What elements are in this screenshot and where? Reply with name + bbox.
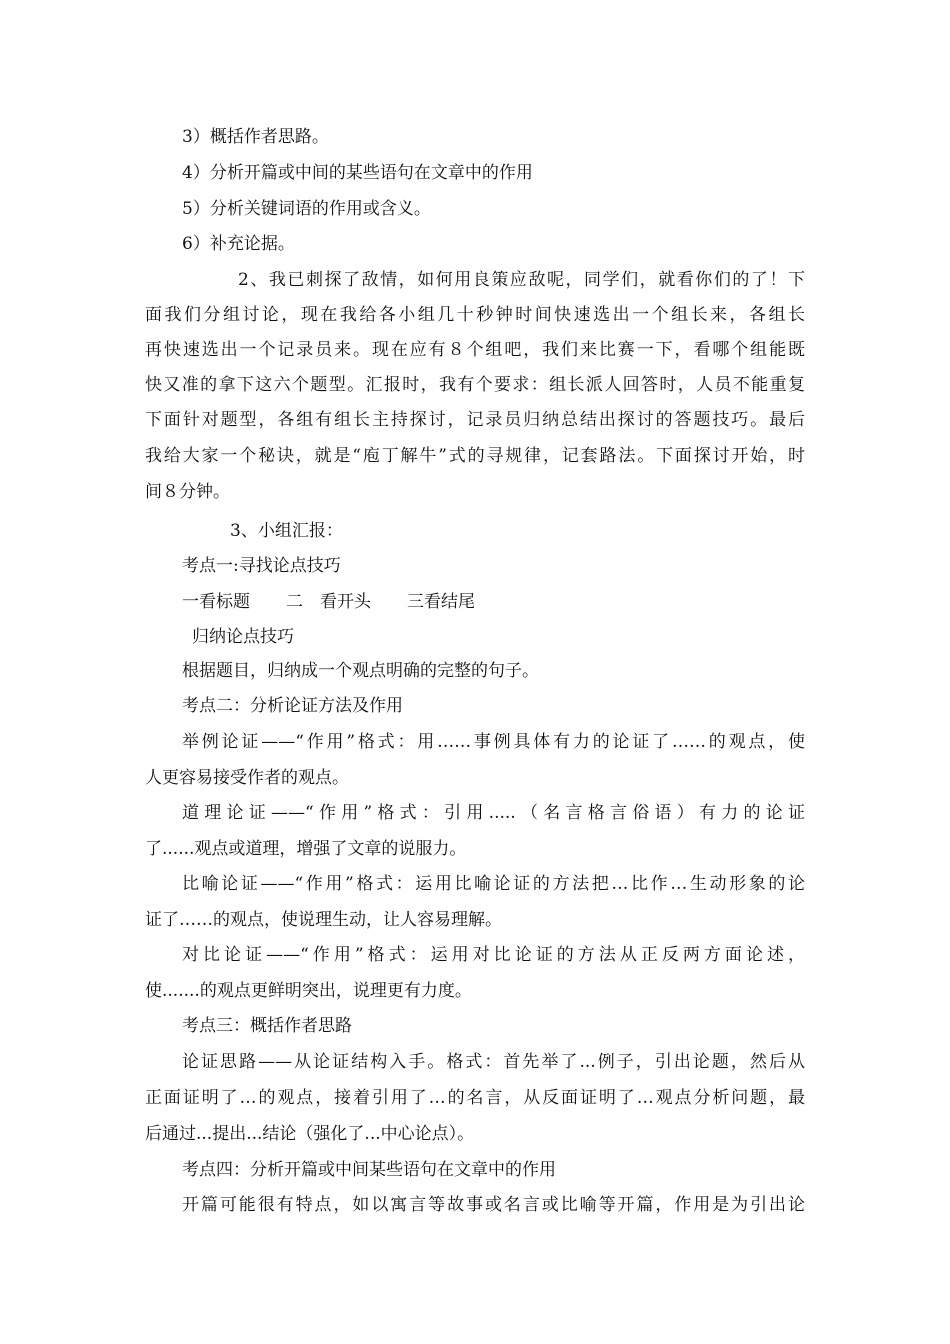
kp3-line: 正面证明了…的观点，接着引用了…的名言，从反面证明了…观点分析问题，最 xyxy=(145,1088,805,1108)
kp3-line: 论证思路——从论证结构入手。格式：首先举了...例子，引出论题，然后从 xyxy=(182,1052,805,1072)
kp2-heading: 考点二：分析论证方法及作用 xyxy=(182,696,403,716)
paragraph-2-line: 间８分钟。 xyxy=(145,482,230,502)
kp1-subheading: 归纳论点技巧 xyxy=(192,627,294,647)
kp2-example-line: 使.......的观点更鲜明突出，说理更有力度。 xyxy=(145,981,472,1001)
kp3-heading: 考点三：概括作者思路 xyxy=(182,1016,352,1036)
kp1-tip-end: 三看结尾 xyxy=(407,592,475,612)
section-heading: 3、小组汇报： xyxy=(230,521,343,541)
list-item-6: 6）补充论据。 xyxy=(182,234,295,254)
paragraph-2-line: 再快速选出一个记录员来。现在应有８个组吧，我们来比赛一下，看哪个组能既 xyxy=(145,340,805,360)
list-item-3: 3）概括作者思路。 xyxy=(182,127,329,147)
kp4-heading: 考点四：分析开篇或中间某些语句在文章中的作用 xyxy=(182,1160,556,1180)
kp2-example-line: 证了……的观点，使说理生动，让人容易理解。 xyxy=(145,910,502,930)
list-item-4: 4）分析开篇或中间的某些语句在文章中的作用 xyxy=(182,163,533,183)
paragraph-2-line: 面我们分组讨论，现在我给各小组几十秒钟时间快速选出一个组长来，各组长 xyxy=(145,305,805,325)
kp2-example-line: 人更容易接受作者的观点。 xyxy=(145,768,349,788)
kp1-tip-title: 一看标题 xyxy=(182,592,250,612)
kp2-example-line: 举例论证——“作用”格式：用……事例具体有力的论证了……的观点，使 xyxy=(182,732,805,752)
kp2-example-line: 对比论证——“作用”格式：运用对比论证的方法从正反两方面论述， xyxy=(182,945,805,965)
kp2-example-line: 了......观点或道理，增强了文章的说服力。 xyxy=(145,839,467,859)
paragraph-2-line: 我给大家一个秘诀，就是“庖丁解牛”式的寻规律，记套路法。下面探讨开始，时 xyxy=(145,446,805,466)
kp1-tip-start: 二 看开头 xyxy=(286,592,371,612)
kp2-example-line: 比喻论证——“作用”格式：运用比喻论证的方法把…比作…生动形象的论 xyxy=(182,874,805,894)
paragraph-2-line: 快又准的拿下这六个题型。汇报时，我有个要求：组长派人回答时，人员不能重复 xyxy=(145,375,805,395)
paragraph-2-line: 2、我已刺探了敌情，如何用良策应敌呢，同学们，就看你们的了！下 xyxy=(238,270,805,290)
paragraph-2-line: 下面针对题型，各组有组长主持探讨，记录员归纳总结出探讨的答题技巧。最后 xyxy=(145,410,805,430)
kp3-line: 后通过...提出...结论（强化了...中心论点）。 xyxy=(145,1124,475,1144)
kp1-heading: 考点一:寻找论点技巧 xyxy=(182,556,341,576)
kp2-example-line: 道理论证——“作用”格式：引用.....（名言格言俗语）有力的论证 xyxy=(182,803,805,823)
kp4-line: 开篇可能很有特点，如以寓言等故事或名言或比喻等开篇，作用是为引出论 xyxy=(182,1195,805,1215)
list-item-5: 5）分析关键词语的作用或含义。 xyxy=(182,199,431,219)
kp1-description: 根据题目，归纳成一个观点明确的完整的句子。 xyxy=(182,661,539,681)
kp1-tips xyxy=(182,589,475,615)
